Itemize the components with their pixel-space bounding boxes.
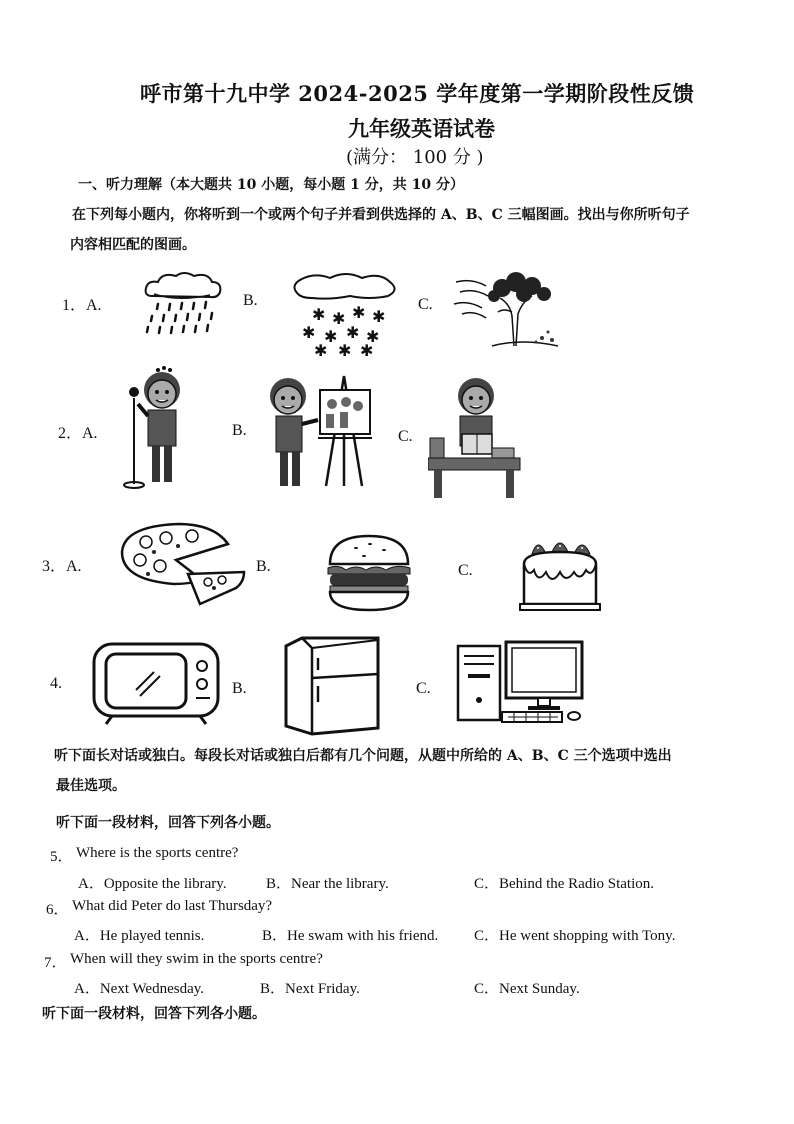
svg-text:✱: ✱ [332, 309, 346, 328]
svg-text:✱: ✱ [360, 341, 374, 358]
q3-label: 3．A. [42, 558, 82, 575]
q2-c-label: C. [398, 428, 413, 445]
exam-title: 呼市第十九中学 2024-2025 学年度第一学期阶段性反馈 [140, 81, 695, 106]
svg-text:✱: ✱ [302, 323, 316, 342]
q2-label: 2．A. [58, 425, 98, 442]
rain-cloud-icon [138, 270, 228, 342]
svg-text:✱: ✱ [312, 305, 326, 324]
section2-instruction-line2: 最佳选项。 [56, 778, 126, 794]
snow-cloud-icon [290, 272, 400, 358]
boy-singing-icon [118, 364, 198, 490]
instruction-line1: 在下列每小题内，你将听到一个或两个句子并看到供选择的 A、B、C 三幅图画。找出与你所听句子 [72, 207, 690, 223]
q5-number: 5． [50, 849, 73, 865]
q6-option-a: A．He played tennis. [74, 928, 205, 944]
material-heading-2: 听下面一段材料，回答下列各小题。 [42, 1006, 266, 1022]
svg-text:✱: ✱ [338, 341, 352, 358]
q7-option-a: A．Next Wednesday. [74, 981, 205, 997]
q4-label: 4. [50, 675, 62, 692]
section2-instruction-line1: 听下面长对话或独白。每段长对话或独白后都有几个问题，从题中所给的 A、B、C 三个选项中选出 [54, 748, 672, 764]
material-heading: 听下面一段材料，回答下列各小题。 [56, 815, 280, 831]
boy-reading-icon [428, 372, 522, 500]
svg-text:✱: ✱ [324, 327, 338, 346]
q7-option-b: B．Next Friday. [260, 981, 360, 997]
q4-c-label: C. [416, 680, 431, 697]
q5-option-c: C．Behind the Radio Station. [474, 876, 654, 892]
hamburger-icon [326, 534, 412, 614]
q3-c-label: C. [458, 562, 473, 579]
q6-question: What did Peter do last Thursday? [72, 898, 273, 914]
q7-question: When will they swim in the sports centre? [70, 951, 323, 967]
windy-tree-icon [452, 268, 562, 348]
q4-b-label: B. [232, 680, 247, 697]
q6-option-b: B．He swam with his friend. [262, 928, 439, 944]
q7-number: 7． [44, 955, 67, 971]
svg-text:✱: ✱ [372, 307, 386, 326]
q3-b-label: B. [256, 558, 271, 575]
svg-text:✱: ✱ [366, 327, 380, 346]
q6-option-c: C．He went shopping with Tony. [474, 928, 676, 944]
q1-b-label: B. [243, 292, 258, 309]
svg-text:✱: ✱ [352, 303, 366, 322]
computer-icon [454, 640, 588, 726]
exam-subtitle: 九年级英语试卷 [348, 116, 495, 141]
q7-option-c: C．Next Sunday. [474, 981, 580, 997]
svg-text:✱: ✱ [314, 341, 328, 358]
full-score: (满分： 100 分 ) [346, 147, 484, 168]
refrigerator-icon [282, 636, 382, 736]
q5-option-b: B．Near the library. [266, 876, 389, 892]
pizza-icon [118, 522, 248, 606]
cake-icon [518, 534, 602, 612]
section-heading: 一、听力理解（本大题共 10 小题，每小题 1 分，共 10 分） [78, 177, 464, 193]
q5-question: Where is the sports centre? [76, 845, 239, 861]
q6-number: 6． [46, 902, 69, 918]
boy-painting-icon [262, 368, 380, 490]
q2-b-label: B. [232, 422, 247, 439]
q1-label: 1．A. [62, 297, 102, 314]
television-icon [92, 640, 222, 726]
q1-c-label: C. [418, 296, 433, 313]
svg-text:✱: ✱ [346, 323, 360, 342]
instruction-line2: 内容相匹配的图画。 [70, 237, 196, 253]
q5-option-a: A．Opposite the library. [78, 876, 227, 892]
